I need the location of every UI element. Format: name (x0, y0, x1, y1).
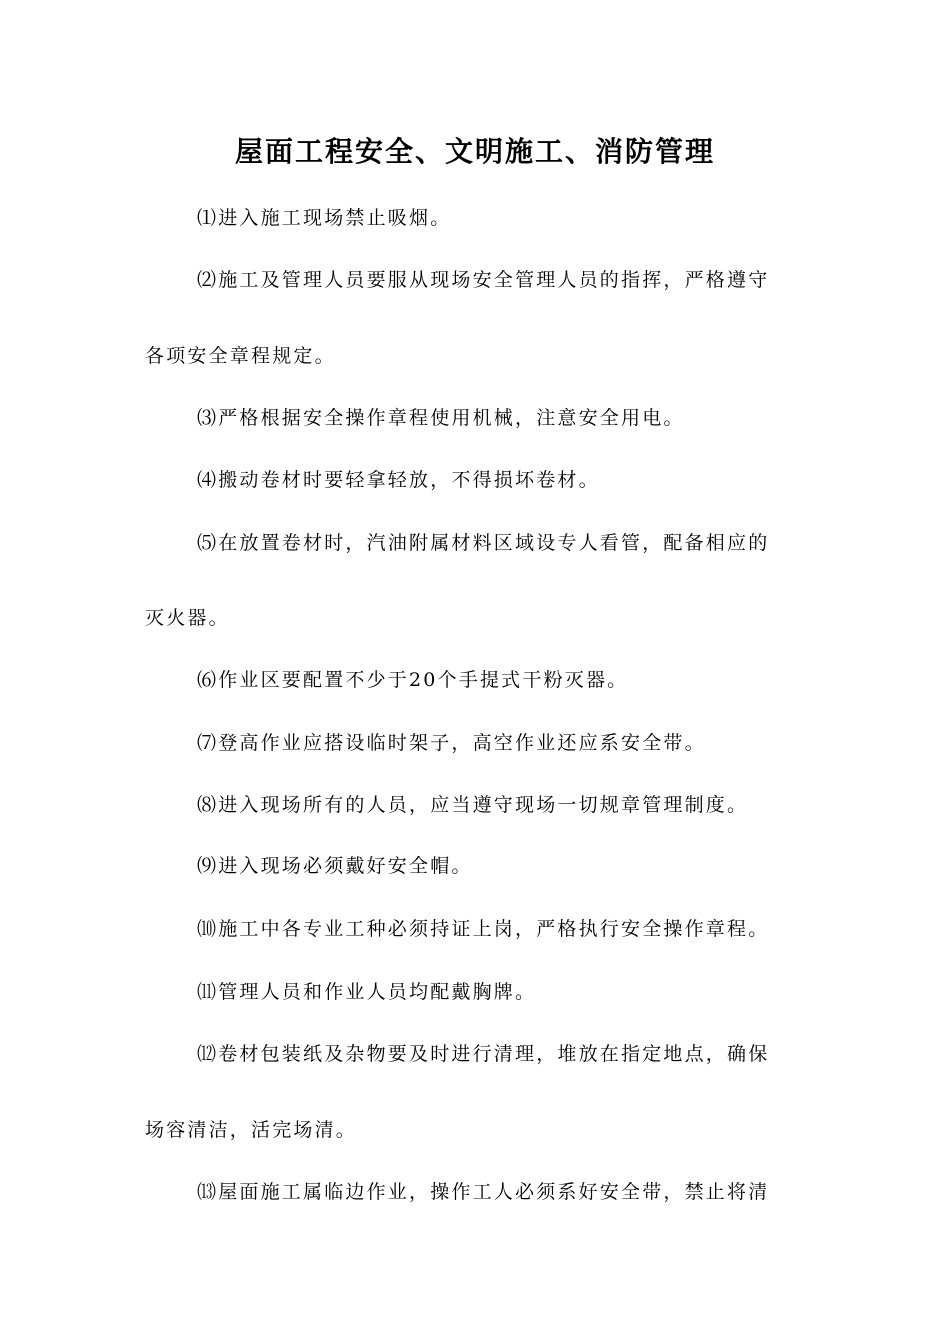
paragraph-line-5-cont: 灭火器。 (145, 607, 230, 629)
paragraph-line-11: ⑾管理人员和作业人员均配戴胸牌。 (197, 981, 537, 1003)
paragraph-line-7: ⑺登高作业应搭设临时架子，高空作业还应系安全带。 (197, 732, 706, 754)
paragraph-line-8: ⑻进入现场所有的人员，应当遵守现场一切规章管理制度。 (197, 794, 749, 816)
paragraph-line-6: ⑹作业区要配置不少于20个手提式干粉灭器。 (197, 669, 629, 691)
paragraph-line-12-cont: 场容清洁，活完场清。 (145, 1119, 358, 1141)
paragraph-line-9: ⑼进入现场必须戴好安全帽。 (197, 855, 473, 877)
paragraph-line-1: ⑴进入施工现场禁止吸烟。 (197, 207, 452, 229)
paragraph-line-3: ⑶严格根据安全操作章程使用机械，注意安全用电。 (197, 407, 685, 429)
paragraph-line-13: ⒀屋面施工属临边作业，操作工人必须系好安全带，禁止将清 (197, 1181, 770, 1203)
paragraph-line-2: ⑵施工及管理人员要服从现场安全管理人员的指挥，严格遵守 (197, 269, 770, 291)
paragraph-line-4: ⑷搬动卷材时要轻拿轻放，不得损坏卷材。 (197, 469, 600, 491)
document-title: 屋面工程安全、文明施工、消防管理 (234, 135, 715, 168)
paragraph-line-10: ⑽施工中各专业工种必须持证上岗，严格执行安全操作章程。 (197, 918, 770, 940)
paragraph-line-2-cont: 各项安全章程规定。 (145, 345, 336, 367)
paragraph-line-5: ⑸在放置卷材时，汽油附属材料区域设专人看管，配备相应的 (197, 532, 770, 554)
paragraph-line-12: ⑿卷材包装纸及杂物要及时进行清理，堆放在指定地点，确保 (197, 1043, 770, 1065)
